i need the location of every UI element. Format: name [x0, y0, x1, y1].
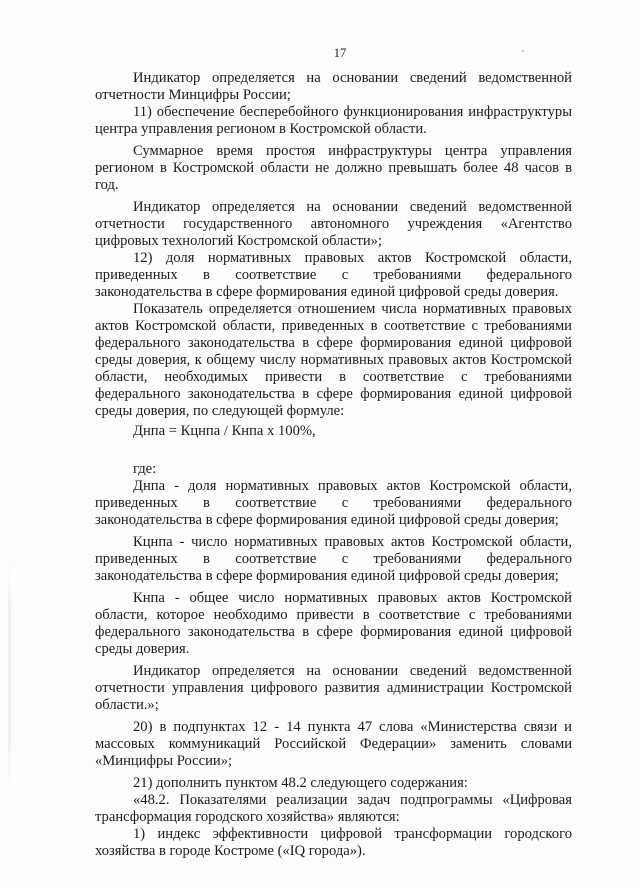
scan-edge-shadow — [8, 560, 11, 790]
paragraph-downtime: Суммарное время простоя инфраструктуры центра управления регионом в Костромской области не должно превышать более 48 часов в год. — [95, 143, 572, 193]
paragraph-item-21: 21) дополнить пунктом 48.2 следующего содержания: — [133, 775, 468, 791]
document-body — [95, 70, 572, 860]
paragraph-calculation: Показатель определяется отношением числа нормативных правовых актов Костромской области, приведенных в соответствие с требованиями федерального законодательства в сфере формирования единой цифровой среды доверия, к общему числу нормативных правовых актов Костромской области, необходимых привести в соответствие с требованиями федерального законодательства в сфере формирования единой цифровой среды доверия, по следующей формуле: — [95, 301, 572, 419]
paragraph-indicator-mincifry: Индикатор определяется на основании сведений ведомственной отчетности Минцифры России; — [95, 70, 572, 103]
paragraph-item-12: 12) доля нормативных правовых актов Костромской области, приведенных в соответствие с требованиями федерального законодательства в сфере формирования единой цифровой среды доверия. — [95, 250, 572, 300]
paragraph-iq-index: 1) индекс эффективности цифровой трансформации городского хозяйства в городе Костроме («IQ города»). — [95, 826, 572, 859]
page-number: 17 — [333, 46, 347, 60]
paragraph-indicator-digital-dept: Индикатор определяется на основании сведений ведомственной отчетности управления цифрового развития администрации Костромской области.»; — [95, 663, 572, 713]
paragraph-item-11: 11) обеспечение бесперебойного функционирования инфраструктуры центра управления регионом в Костромской области. — [95, 104, 572, 137]
paragraph-where: где: — [133, 461, 157, 477]
definition-kcnpa: Кцнпа - число нормативных правовых актов Костромской области, приведенных в соответствие с требованиями федерального законодательства в сфере формирования единой цифровой среды доверия; — [95, 534, 572, 584]
paragraph-item-20: 20) в подпунктах 12 - 14 пункта 47 слова «Министерства связи и массовых коммуникаций Российской Федерации» заменить словами «Минцифры России»; — [95, 719, 572, 769]
definition-knpa: Кнпа - общее число нормативных правовых актов Костромской области, которое необходимо привести в соответствие с требованиями федерального законодательства в сфере формирования единой цифровой среды доверия. — [95, 590, 572, 657]
paragraph-48-2: «48.2. Показателями реализации задач подпрограммы «Цифровая трансформация городского хозяйства» являются: — [95, 792, 572, 825]
formula: Днпа = Кцнпа / Кнпа х 100%, — [133, 423, 316, 439]
definition-dnpa: Днпа - доля нормативных правовых актов Костромской области, приведенных в соответствие с требованиями федерального законодательства в сфере формирования единой цифровой среды доверия; — [95, 478, 572, 528]
paragraph-indicator-agency: Индикатор определяется на основании сведений ведомственной отчетности государственного автономного учреждения «Агентство цифровых технологий Костромской области»; — [95, 199, 572, 249]
